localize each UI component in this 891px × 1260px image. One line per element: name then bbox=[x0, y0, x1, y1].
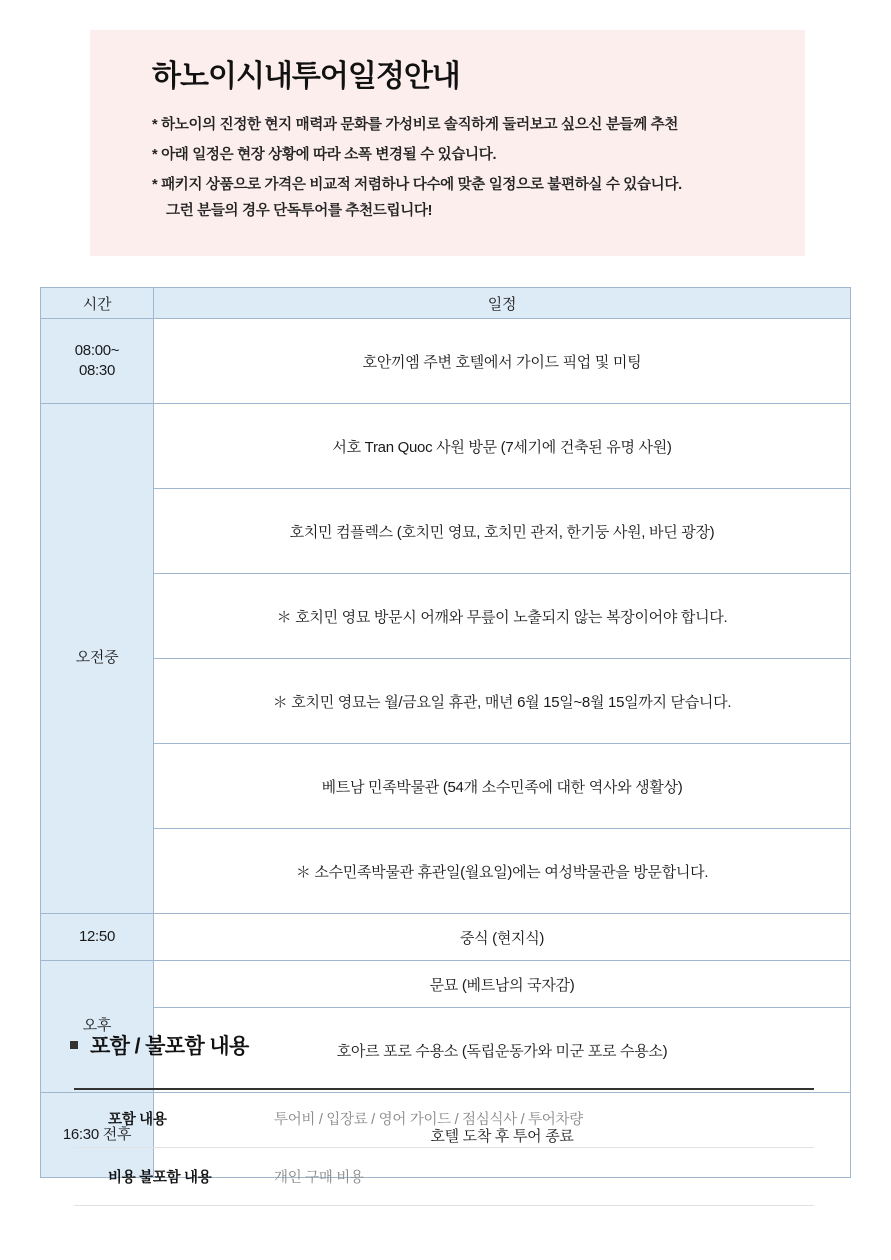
time-line-1: 08:00~ bbox=[74, 341, 120, 359]
notice-line-1: * 하노이의 진정한 현지 매력과 문화를 가성비로 솔직하게 둘러보고 싶으신 분들께 추천 bbox=[152, 117, 679, 133]
table-row bbox=[41, 659, 851, 744]
plan-cell-hoalo-prison: 호아르 포로 수용소 (독립운동가와 미군 포로 수용소) bbox=[154, 1008, 851, 1093]
table-row bbox=[41, 961, 851, 1008]
time-line-2: 08:30 bbox=[78, 362, 116, 379]
table-row bbox=[41, 404, 851, 489]
plan-cell-pickup: 호안끼엠 주변 호텔에서 가이드 픽업 및 미팅 bbox=[154, 319, 851, 404]
table-row bbox=[74, 1148, 814, 1206]
page-title: 하노이시내투어일정안내 bbox=[152, 60, 460, 93]
plan-cell-lunch: 중식 (현지식) bbox=[154, 914, 851, 961]
table-header-row bbox=[41, 288, 851, 319]
plan-cell-temple-of-literature: 문묘 (베트남의 국자감) bbox=[154, 961, 851, 1008]
plan-cell-hochiminh-complex: 호치민 컴플렉스 (호치민 영묘, 호치민 관저, 한기둥 사원, 바딘 광장) bbox=[154, 489, 851, 574]
inclusion-label-excluded: 비용 불포함 내용 bbox=[74, 1148, 260, 1206]
plan-cell-dresscode-note: ＊ 호치민 영묘 방문시 어깨와 무릎이 노출되지 않는 복장이어야 합니다. bbox=[154, 574, 851, 659]
time-cell-1250: 12:50 bbox=[41, 914, 154, 961]
table-row bbox=[41, 914, 851, 961]
header-time: 시간 bbox=[41, 288, 154, 319]
table-row bbox=[41, 489, 851, 574]
inclusion-value-excluded: 개인 구매 비용 bbox=[260, 1148, 814, 1206]
time-cell-0830 bbox=[41, 319, 154, 404]
plan-cell-museum-closed-note: ＊ 소수민족박물관 휴관일(월요일)에는 여성박물관을 방문합니다. bbox=[154, 829, 851, 914]
inclusion-label-included: 포함 내용 bbox=[74, 1089, 260, 1148]
time-cell-morning: 오전중 bbox=[41, 404, 154, 914]
time-cell-1630: 16:30 전후 bbox=[41, 1093, 154, 1178]
plan-cell-ethnology-museum: 베트남 민족박물관 (54개 소수민족에 대한 역사와 생활상) bbox=[154, 744, 851, 829]
table-row bbox=[74, 1089, 814, 1148]
inclusion-value-included: 투어비 / 입장료 / 영어 가이드 / 점심식사 / 투어차량 bbox=[260, 1089, 814, 1148]
inclusion-heading-text: 포함 / 불포함 내용 bbox=[90, 1035, 249, 1058]
notice-line-3: * 패키지 상품으로 가격은 비교적 저렴하나 다수에 맞춘 일정으로 불편하실 수 있습니다. bbox=[152, 177, 682, 194]
table-row bbox=[41, 574, 851, 659]
header-plan: 일정 bbox=[154, 288, 851, 319]
inclusion-heading bbox=[70, 1030, 249, 1060]
table-row bbox=[41, 744, 851, 829]
plan-cell-mausoleum-closed-note: ＊ 호치민 영묘는 월/금요일 휴관, 매년 6월 15일~8월 15일까지 닫습니다. bbox=[154, 659, 851, 744]
table-row bbox=[41, 829, 851, 914]
notice-line-4: 그런 분들의 경우 단독투어를 추천드립니다! bbox=[166, 203, 433, 220]
plan-cell-tour-end: 호텔 도착 후 투어 종료 bbox=[154, 1093, 851, 1178]
time-cell-afternoon: 오후 bbox=[41, 961, 154, 1093]
notice-banner bbox=[90, 30, 805, 256]
plan-cell-tranquoc: 서호 Tran Quoc 사원 방문 (7세기에 건축된 유명 사원) bbox=[154, 404, 851, 489]
notice-line-2: * 아래 일정은 현장 상황에 따라 소폭 변경될 수 있습니다. bbox=[152, 147, 497, 164]
square-bullet-icon bbox=[70, 1041, 78, 1049]
table-row bbox=[41, 319, 851, 404]
inclusion-table bbox=[74, 1088, 814, 1206]
